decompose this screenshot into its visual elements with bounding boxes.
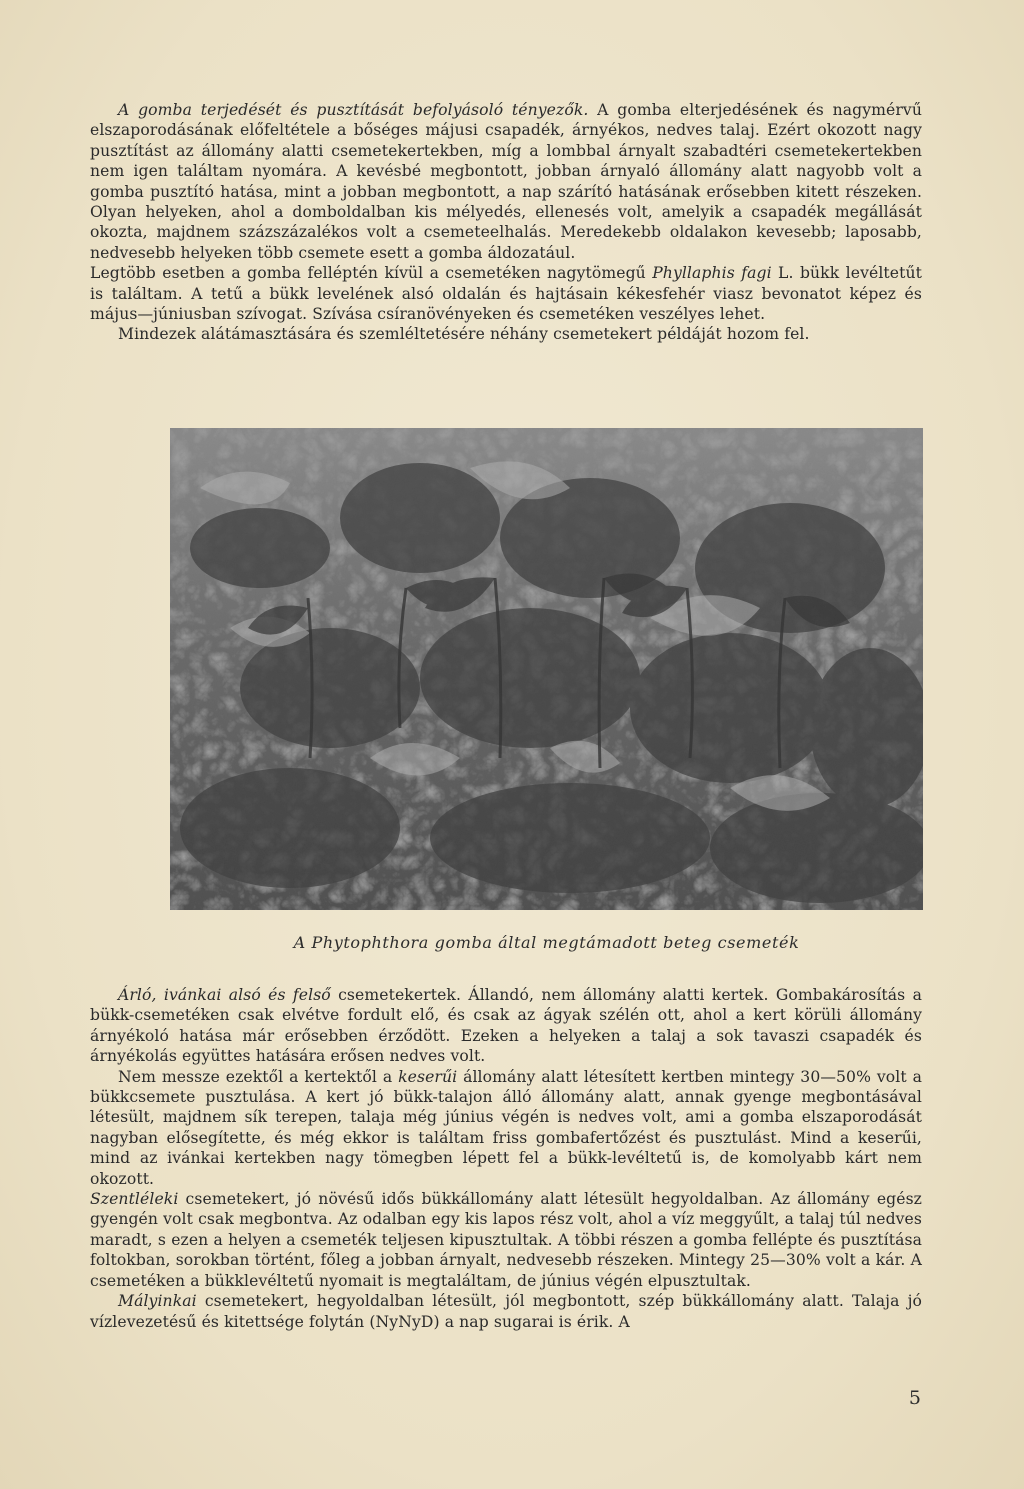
seedlings-photo bbox=[170, 428, 923, 910]
species-name: Phyllaphis fagi bbox=[652, 264, 772, 283]
page-number: 5 bbox=[908, 1387, 921, 1409]
bottom-text-block bbox=[90, 985, 922, 1332]
place-name-arlo: Árló, ivánkai alsó és felső bbox=[118, 986, 331, 1004]
paragraph-malyinkai bbox=[90, 1291, 922, 1332]
paragraph-factors bbox=[90, 100, 922, 263]
paragraph-arlo-text: csemetekertek. Állandó, nem állomány alatti kertek. Gombakárosítás a bükk-csemetéken csak elvétve fordult elő, és csak az ágyak szélén ott, ahol a kert körüli állomány árnyékoló hatása már erősebben érződött. Ezeken a helyeken a talaj a sok tavaszi csapadék és árnyékolás együttes hatására erősen nedves volt. bbox=[90, 986, 922, 1066]
section-heading: A gomba terjedését és pusztítását befolyásoló tényezők. bbox=[118, 101, 589, 119]
paragraph-aphid-text-b: L. bükk levéltetűt is találtam. A tetű a bükk levelének alsó oldalán és hajtásain kékesfehér viasz bevonatot képez és május—júniusban szívogat. Szívása csíranövényeken és csemetéken veszélyes lehet. bbox=[90, 264, 922, 324]
photo-caption: A Phytophthora gomba által megtámadott beteg csemeték bbox=[293, 933, 800, 952]
paragraph-keserui bbox=[90, 1067, 922, 1189]
paragraph-keserui-text-a: Nem messze ezektől a kertektől a bbox=[118, 1067, 399, 1086]
paragraph-aphid bbox=[90, 263, 922, 324]
place-name-keserui: keserűi bbox=[398, 1067, 458, 1086]
paragraph-arlo bbox=[90, 985, 922, 1067]
paragraph-szentleleki-text: csemetekert, jó növésű idős bükkállomány alatt létesült hegyoldalban. Az állomány egész gyengén volt csak megbontva. Az odalban egy kis lapos rész volt, ahol a víz meggyűlt, a talaj túl nedves maradt, s ezen a helyen a csemeték teljesen kipusztultak. A többi részen a gomba fellépte és pusztítása foltokban, sorokban történt, főleg a jobban árnyalt, nedvesebb részeken. Mintegy 25—30% volt a kár. A csemetéken a bükklevéltetű nyomait is megtaláltam, de június végén elpusztultak. bbox=[90, 1190, 922, 1290]
top-text-block bbox=[90, 100, 922, 345]
place-name-szentleleki: Szentléleki bbox=[90, 1190, 179, 1209]
paragraph-aphid-text-a: Legtöbb esetben a gomba felléptén kívül a csemetéken nagytömegű bbox=[90, 264, 653, 283]
paragraph-malyinkai-text: csemetekert, hegyoldalban létesült, jól megbontott, szép bükkállomány alatt. Talaja jó vízlevezetésű és kitettsége folytán (NyNyD) a nap sugarai is érik. A bbox=[90, 1292, 922, 1331]
paragraph-factors-text: A gomba elterjedésének és nagymérvű elszaporodásának előfeltétele a bőséges májusi csapadék, árnyékos, nedves talaj. Ezért okozott nagy pusztítást az állomány alatti csemetekertekben, míg a lombbal árnyalt szabadtéri csemetekertekben nem igen találtam nyomára. A kevésbé megbontott, jobban árnyaló állomány alatt nagyobb volt a gomba pusztító hatása, mint a jobban megbontott, a nap szárító hatásának erősebben kitett részeken. Olyan helyeken, ahol a domboldalban kis mélyedés, ellenesés volt, amelyik a csapadék megállását okozta, majdnem százszázalékos volt a csemeteelhalás. Meredekebb oldalakon kevesebb; laposabb, nedvesebb helyeken több csemete esett a gomba áldozatául. bbox=[90, 101, 922, 262]
paragraph-szentleleki bbox=[90, 1189, 922, 1291]
place-name-malyinkai: Mályinkai bbox=[118, 1292, 197, 1311]
seedlings-photo-drawing bbox=[170, 428, 923, 910]
paragraph-examples: Mindezek alátámasztására és szemléltetésére néhány csemetekert példáját hozom fel. bbox=[118, 325, 810, 344]
paragraph-keserui-text-b: állomány alatt létesített kertben mintegy 30—50% volt a bükkcsemete pusztulása. A kert jó bükk-talajon álló állomány alatt, annak gyenge megbontásával létesült, majdnem sík terepen, talaja még június végén is nedves volt, ami a gomba elszaporodását nagyban elősegítette, és még ekkor is találtam friss gombafertőzést és pusztulást. Mind a keserűi, mind az ivánkai kertekben nagy tömegben lépett fel a bükk-levéltetű is, de komolyabb kárt nem okozott. bbox=[90, 1067, 922, 1188]
